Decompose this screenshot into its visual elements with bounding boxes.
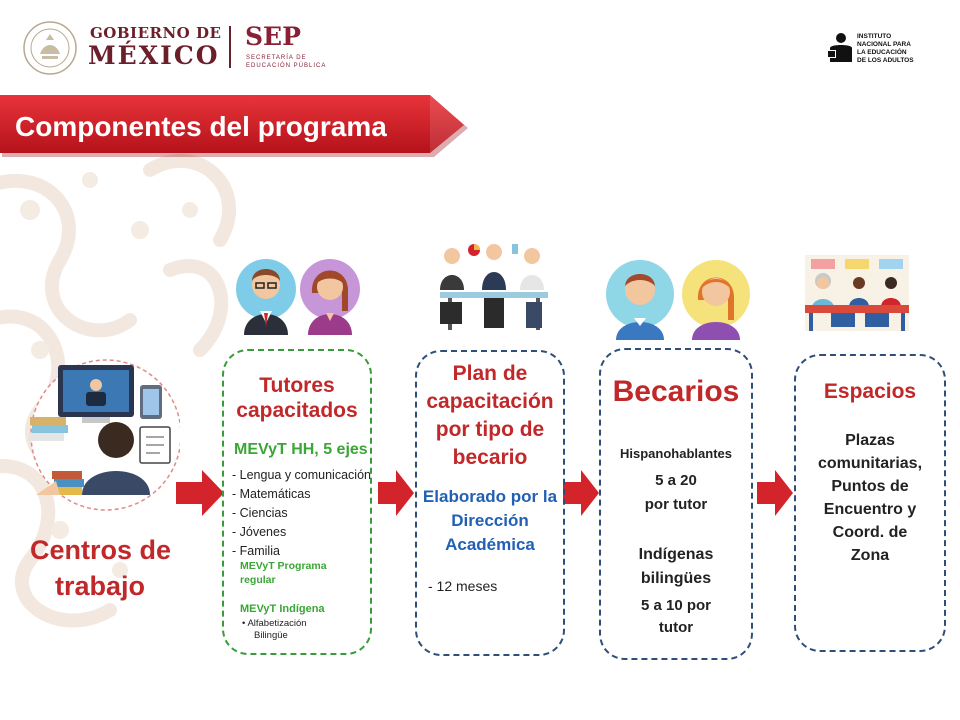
classroom-illustration: [805, 255, 909, 331]
centros-title-line2: trabajo: [54, 571, 146, 601]
espacios-line3: Puntos de: [831, 478, 909, 495]
becarios-indigenas-line1: Indígenas: [638, 546, 714, 563]
sep-subtitle: SECRETARÍA DE EDUCACIÓN PÚBLICA: [246, 55, 327, 69]
espacios-line5: Coord. de: [832, 524, 908, 541]
plan-elaborado-line3: Académica: [445, 535, 535, 554]
tutores-title-line2: capacitados: [236, 399, 358, 422]
plan-elaborado-line1: Elaborado por la: [422, 487, 558, 506]
workstation-illustration: [22, 345, 180, 525]
inea-text: INSTITUTO NACIONAL PARA LA EDUCACIÓN DE LOS ADULTOS: [857, 33, 914, 64]
inea-logo-icon: [827, 32, 855, 64]
arrow-1-icon: [176, 470, 224, 516]
centros-title-line1: Centros de: [30, 535, 172, 565]
becarios-hispano-ratio-line1: 5 a 20: [655, 472, 697, 489]
tutors-illustration: [234, 243, 364, 335]
plan-title-line4: becario: [452, 446, 528, 469]
espacios-line4: Encuentro y: [823, 501, 917, 518]
tutores-item-3: - Ciencias: [232, 506, 288, 520]
tutores-item-1: - Lengua y comunicación: [232, 468, 371, 482]
arrow-3-icon: [563, 470, 599, 516]
plan-title-line1: Plan de: [452, 362, 528, 385]
tutores-item-2: - Matemáticas: [232, 487, 311, 501]
espacios-title: Espacios: [823, 380, 917, 403]
tutores-programa-line1: MEVyT Programa: [240, 560, 327, 572]
plan-title-line2: capacitación: [426, 390, 554, 413]
arrow-2-icon: [378, 470, 414, 516]
tutores-indigena: MEVyT Indígena: [240, 603, 325, 615]
arrow-4-icon: [757, 470, 793, 516]
tutores-subtitle: MEVyT HH, 5 ejes: [234, 441, 368, 458]
students-illustration: [604, 250, 754, 340]
becarios-indigenas-ratio-line2: tutor: [658, 619, 694, 636]
page-title: Componentes del programa: [15, 111, 387, 142]
tutores-title-line1: Tutores: [259, 374, 335, 397]
tutores-item-4: - Jóvenes: [232, 525, 287, 539]
header: [0, 0, 960, 90]
header-divider: [229, 26, 231, 68]
plan-duracion: - 12 meses: [428, 578, 498, 594]
becarios-hispano-ratio-line2: por tutor: [644, 496, 708, 513]
espacios-line6: Zona: [850, 547, 890, 564]
espacios-line2: comunitarias,: [817, 455, 923, 472]
tutores-alfabetizacion-line1: • Alfabetización: [242, 618, 307, 629]
plan-elaborado-line2: Dirección: [451, 511, 529, 530]
meeting-illustration: [430, 240, 558, 334]
espacios-line1: Plazas: [845, 432, 895, 449]
tutores-alfabetizacion-line2: Bilingüe: [254, 630, 288, 641]
becarios-indigenas-ratio-line1: 5 a 10 por: [640, 597, 712, 614]
gobierno-line2: MÉXICO: [88, 41, 220, 70]
becarios-indigenas-line2: bilingües: [640, 570, 712, 587]
mexico-seal-icon: [22, 20, 78, 76]
plan-title-line3: por tipo de: [435, 418, 545, 441]
gobierno-line1: GOBIERNO DE: [90, 24, 222, 42]
sep-title: SEP: [245, 22, 301, 51]
tutores-programa-line2: regular: [240, 574, 276, 586]
becarios-title: Becarios: [612, 375, 740, 408]
tutores-item-5: - Familia: [232, 544, 280, 558]
becarios-hispano: Hispanohablantes: [620, 446, 732, 461]
